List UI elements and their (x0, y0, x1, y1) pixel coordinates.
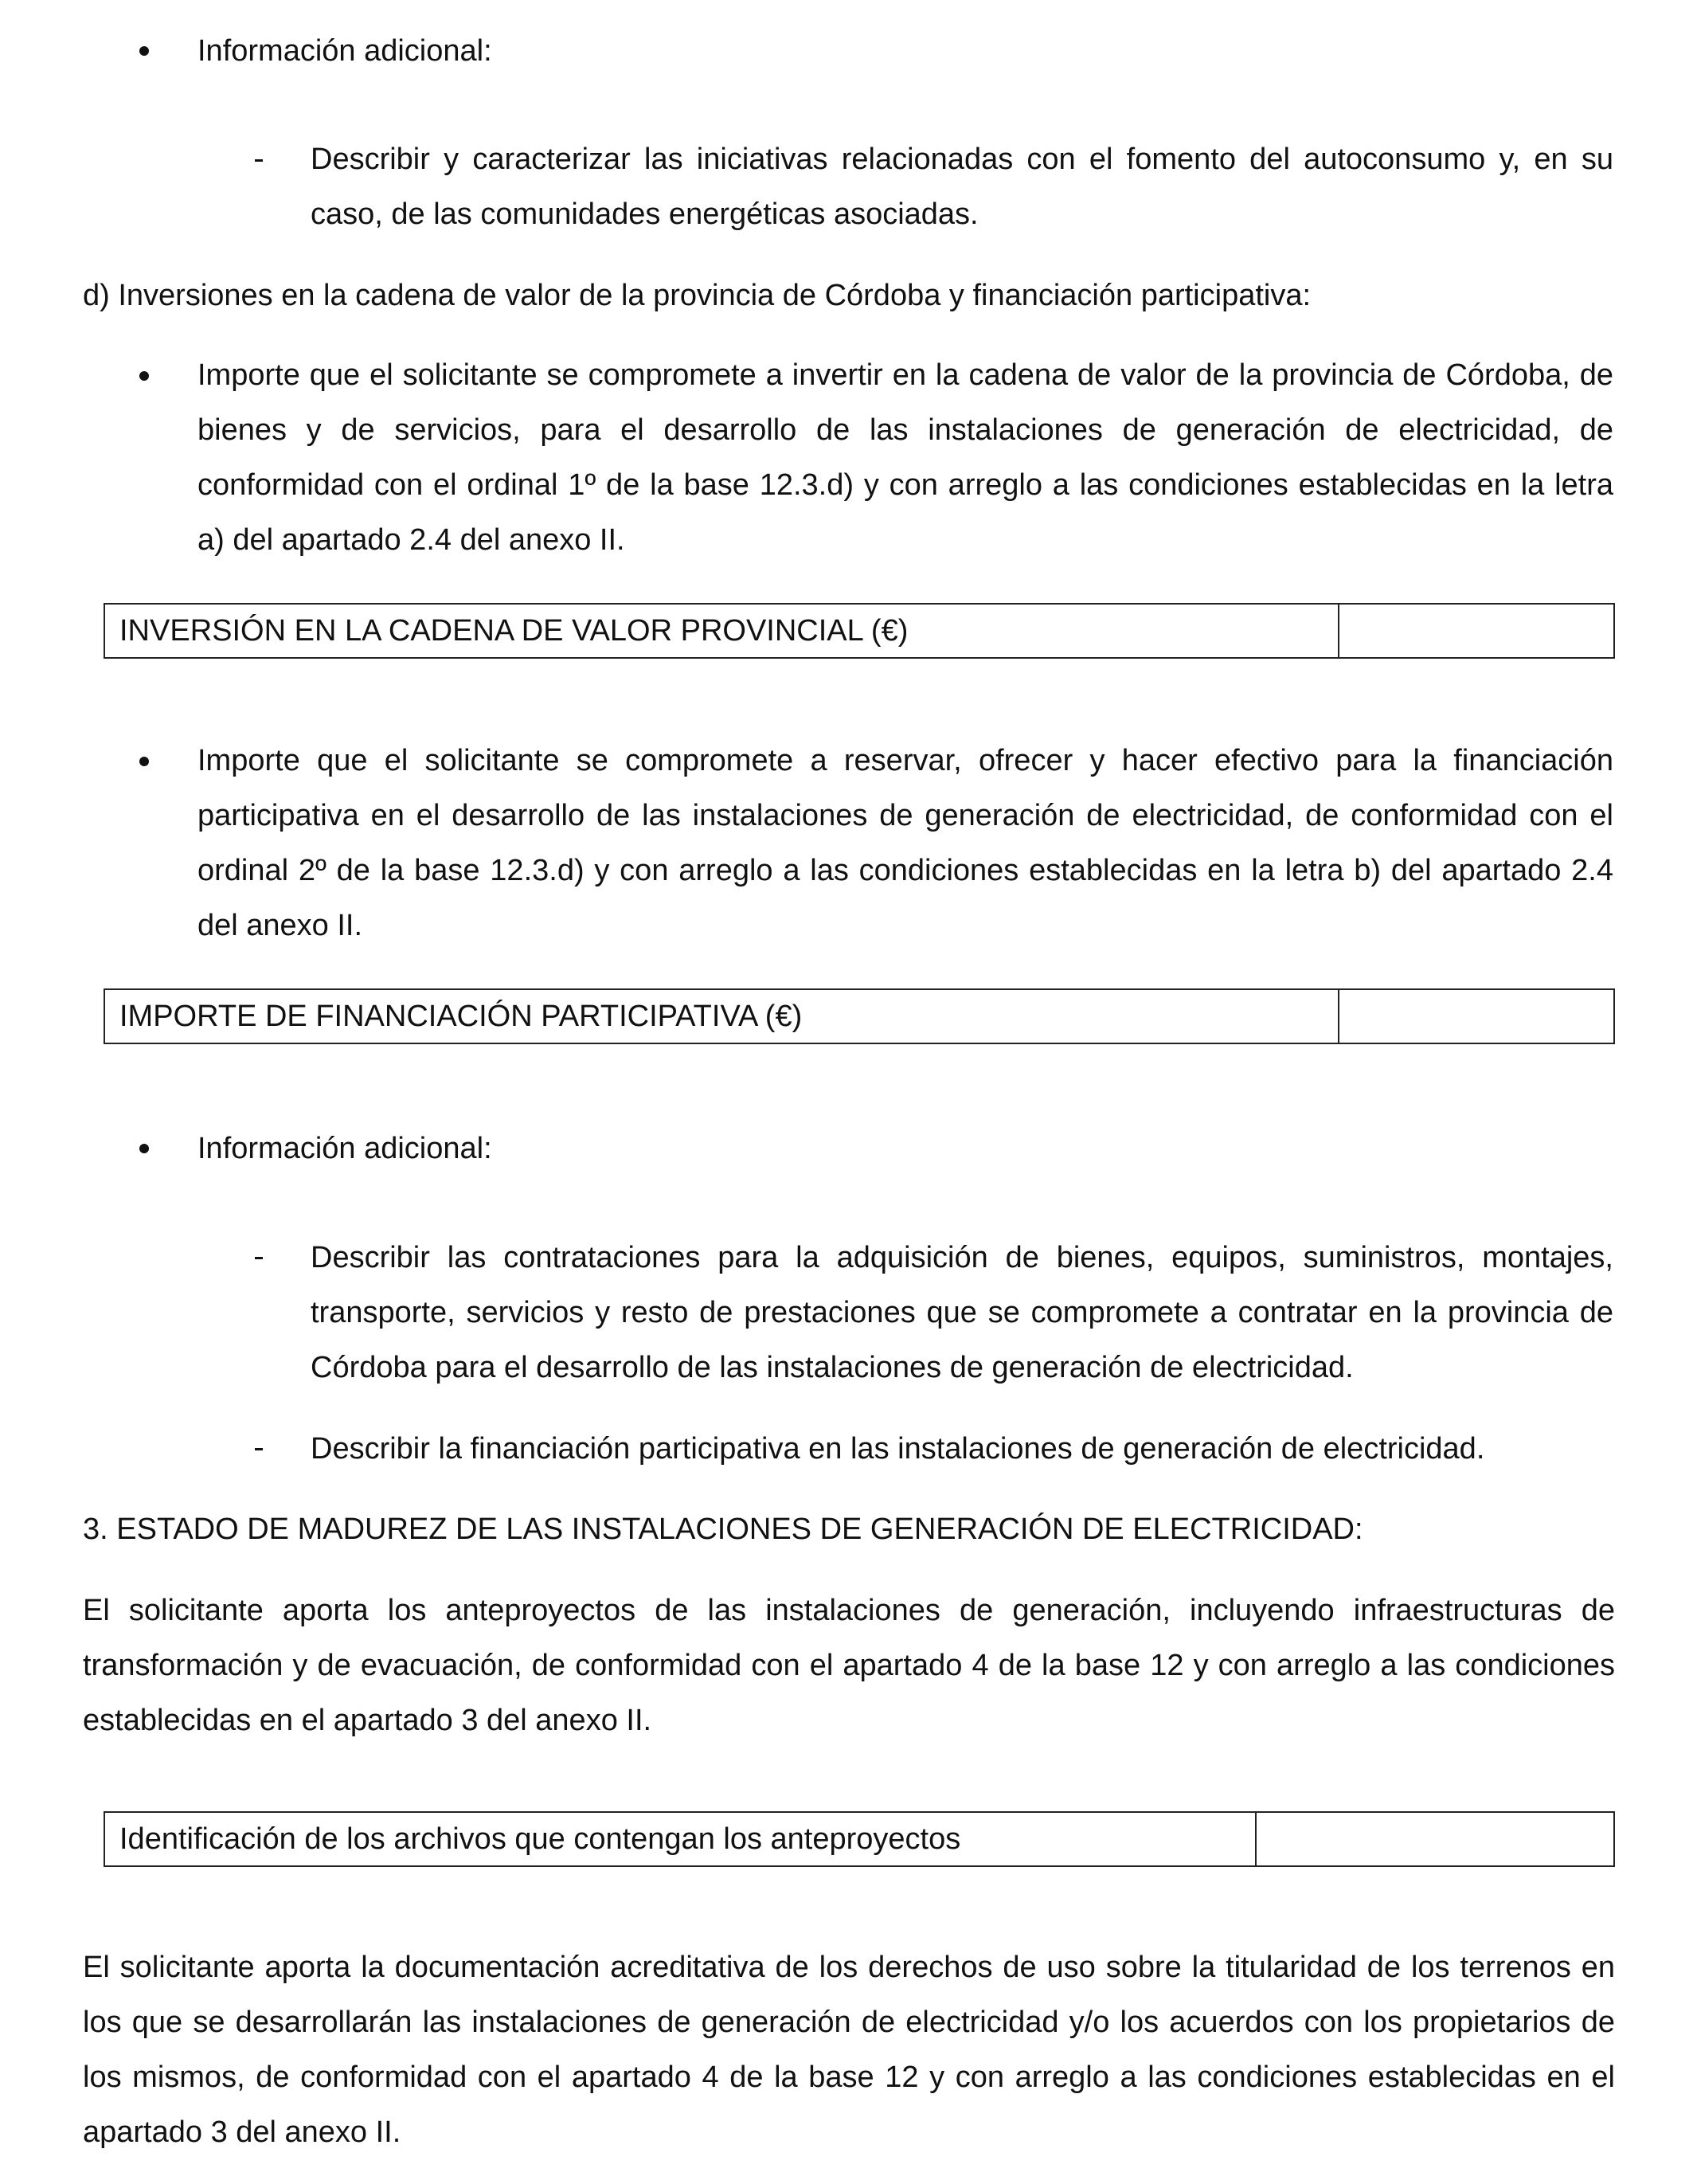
archivos-value-field[interactable] (1256, 1812, 1614, 1866)
terrenos-paragraph: El solicitante aporta la documentación acreditativa de los derechos de uso sobre la titularidad de los terrenos en los que se desarrollarán las instalaciones de generación de electricidad y/o los acuerdos con los propietarios de los mismos, de conformidad con el apartado 4 de la base 12 y con arreglo a las condiciones establecidas en el apartado 3 del anexo II. (83, 1951, 1615, 2149)
dash-marker (255, 1448, 263, 1450)
dash-marker (255, 159, 263, 162)
contrataciones-item: Describir las contrataciones para la adquisición de bienes, equipos, suministros, montajes, transporte, servicios y resto de prestaciones que se compromete a contratar en la provincia de Córdoba para el desarrollo de las instalaciones de generación de electricidad. (311, 1241, 1613, 1384)
financiacion-value-field[interactable] (1339, 989, 1614, 1043)
bullet-marker (139, 46, 149, 56)
inversion-value-field[interactable] (1339, 604, 1614, 658)
inversion-label: INVERSIÓN EN LA CADENA DE VALOR PROVINCIAL (€) (104, 604, 1339, 658)
bullet-marker (139, 757, 149, 766)
info-adicional-heading: Información adicional: (197, 1132, 492, 1165)
info-adicional-heading: Información adicional: (197, 34, 492, 68)
inversion-table (104, 603, 1615, 659)
financiacion-table (104, 988, 1615, 1044)
archivos-label: Identificación de los archivos que contengan los anteproyectos (104, 1812, 1256, 1866)
section-heading-d: d) Inversiones en la cadena de valor de la provincia de Córdoba y financiación participativa: (83, 279, 1312, 312)
inversion-paragraph: Importe que el solicitante se compromete a invertir en la cadena de valor de la provincia de Córdoba, de bienes y de servicios, para el desarrollo de las instalaciones de generación de electricidad, de conformidad con el ordinal 1º de la base 12.3.d) y con arreglo a las condiciones establecidas en la letra a) del apartado 2.4 del anexo II. (197, 358, 1613, 557)
bullet-marker (139, 1144, 149, 1153)
dash-marker (255, 1257, 263, 1259)
section-heading-3: 3. ESTADO DE MADUREZ DE LAS INSTALACIONES DE GENERACIÓN DE ELECTRICIDAD: (83, 1513, 1363, 1546)
financiacion-paragraph: Importe que el solicitante se compromete a reservar, ofrecer y hacer efectivo para la financiación participativa en el desarrollo de las instalaciones de generación de electricidad, de conformidad con el ordinal 2º de la base 12.3.d) y con arreglo a las condiciones establecidas en la letra b) del apartado 2.4 del anexo II. (197, 744, 1613, 942)
info-adicional-item: Describir y caracterizar las iniciativas relacionadas con el fomento del autoconsumo y, en su caso, de las comunidades energéticas asociadas. (311, 143, 1613, 231)
financiacion-item: Describir la financiación participativa en las instalaciones de generación de electricidad. (311, 1432, 1485, 1466)
financiacion-label: IMPORTE DE FINANCIACIÓN PARTICIPATIVA (€) (104, 989, 1339, 1043)
anteproyectos-paragraph: El solicitante aporta los anteproyectos de las instalaciones de generación, incluyendo infraestructuras de transformación y de evacuación, de conformidad con el apartado 4 de la base 12 y con arreglo a las condiciones establecidas en el apartado 3 del anexo II. (83, 1594, 1615, 1737)
bullet-marker (139, 371, 149, 381)
archivos-table (104, 1811, 1615, 1867)
